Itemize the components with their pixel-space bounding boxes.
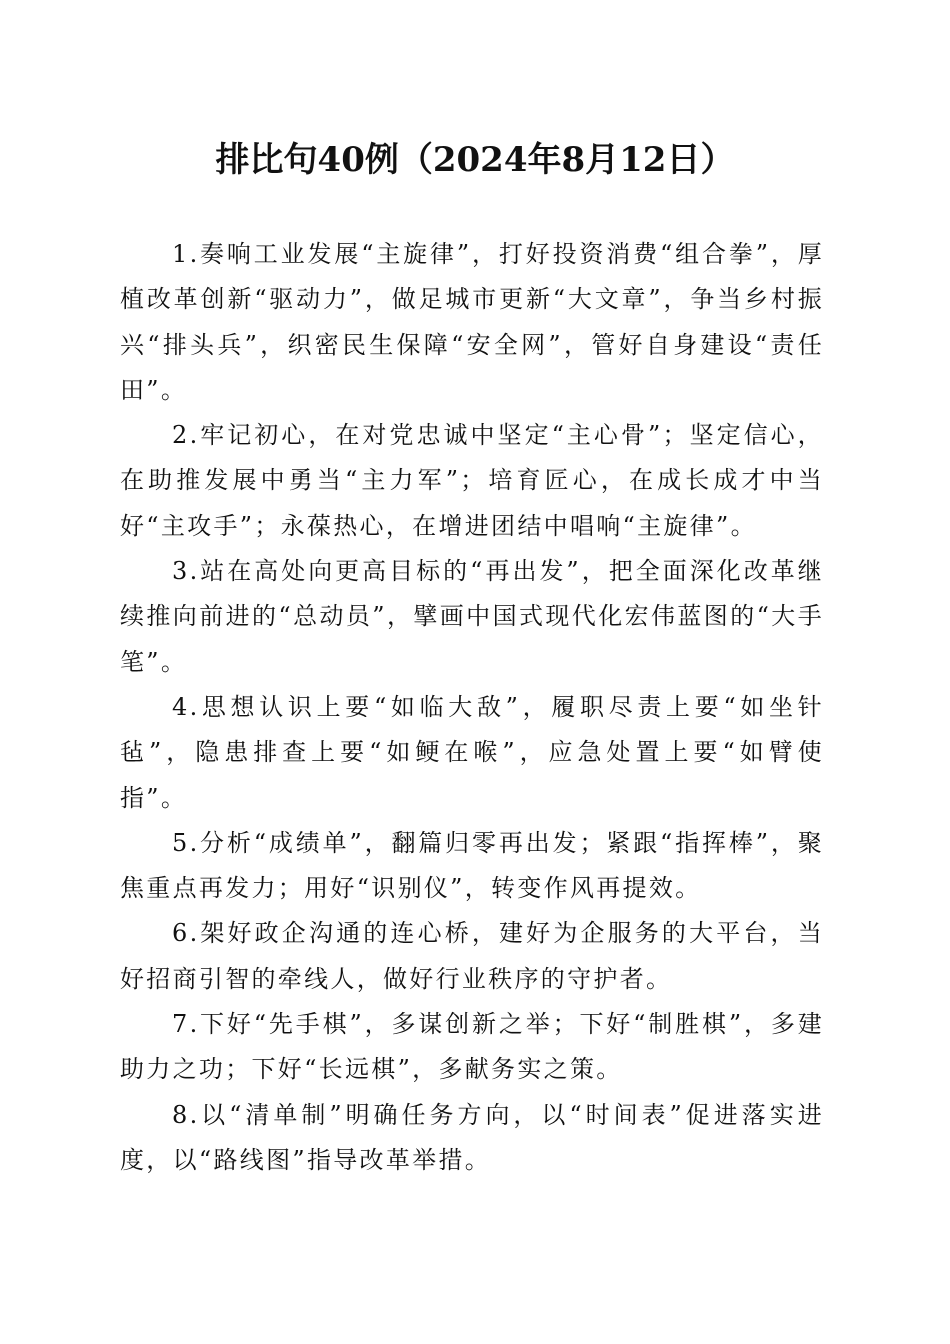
paragraph-6: 6.架好政企沟通的连心桥，建好为企服务的大平台，当好招商引智的牵线人，做好行业秩序的守护者。 xyxy=(120,919,824,993)
document-body xyxy=(120,232,824,1183)
paragraph-1: 1.奏响工业发展“主旋律”，打好投资消费“组合拳”，厚植改革创新“驱动力”，做足城市更新“大文章”，争当乡村振兴“排头兵”，织密民生保障“安全网”，管好自身建设“责任田”。 xyxy=(120,240,824,404)
paragraph-2: 2.牢记初心，在对党忠诚中坚定“主心骨”；坚定信心，在助推发展中勇当“主力军”；培育匠心，在成长成才中当好“主攻手”；永葆热心，在增进团结中唱响“主旋律”。 xyxy=(120,421,824,540)
paragraph-5: 5.分析“成绩单”，翻篇归零再出发；紧跟“指挥棒”，聚焦重点再发力；用好“识别仪”，转变作风再提效。 xyxy=(120,828,824,903)
paragraph-4: 4.思想认识上要“如临大敌”，履职尽责上要“如坐针毡”，隐患排查上要“如鲠在喉”，应急处置上要“如臂使指”。 xyxy=(120,692,824,812)
paragraph-3: 3.站在高处向更高目标的“再出发”，把全面深化改革继续推向前进的“总动员”，擘画中国式现代化宏伟蓝图的“大手笔”。 xyxy=(120,557,824,676)
paragraph-8: 8.以“清单制”明确任务方向，以“时间表”促进落实进度，以“路线图”指导改革举措。 xyxy=(120,1100,824,1174)
document-title: 排比句40例（2024年8月12日） xyxy=(215,140,735,180)
paragraph-7: 7.下好“先手棋”，多谋创新之举；下好“制胜棋”，多建助力之功；下好“长远棋”，多献务实之策。 xyxy=(120,1010,824,1084)
